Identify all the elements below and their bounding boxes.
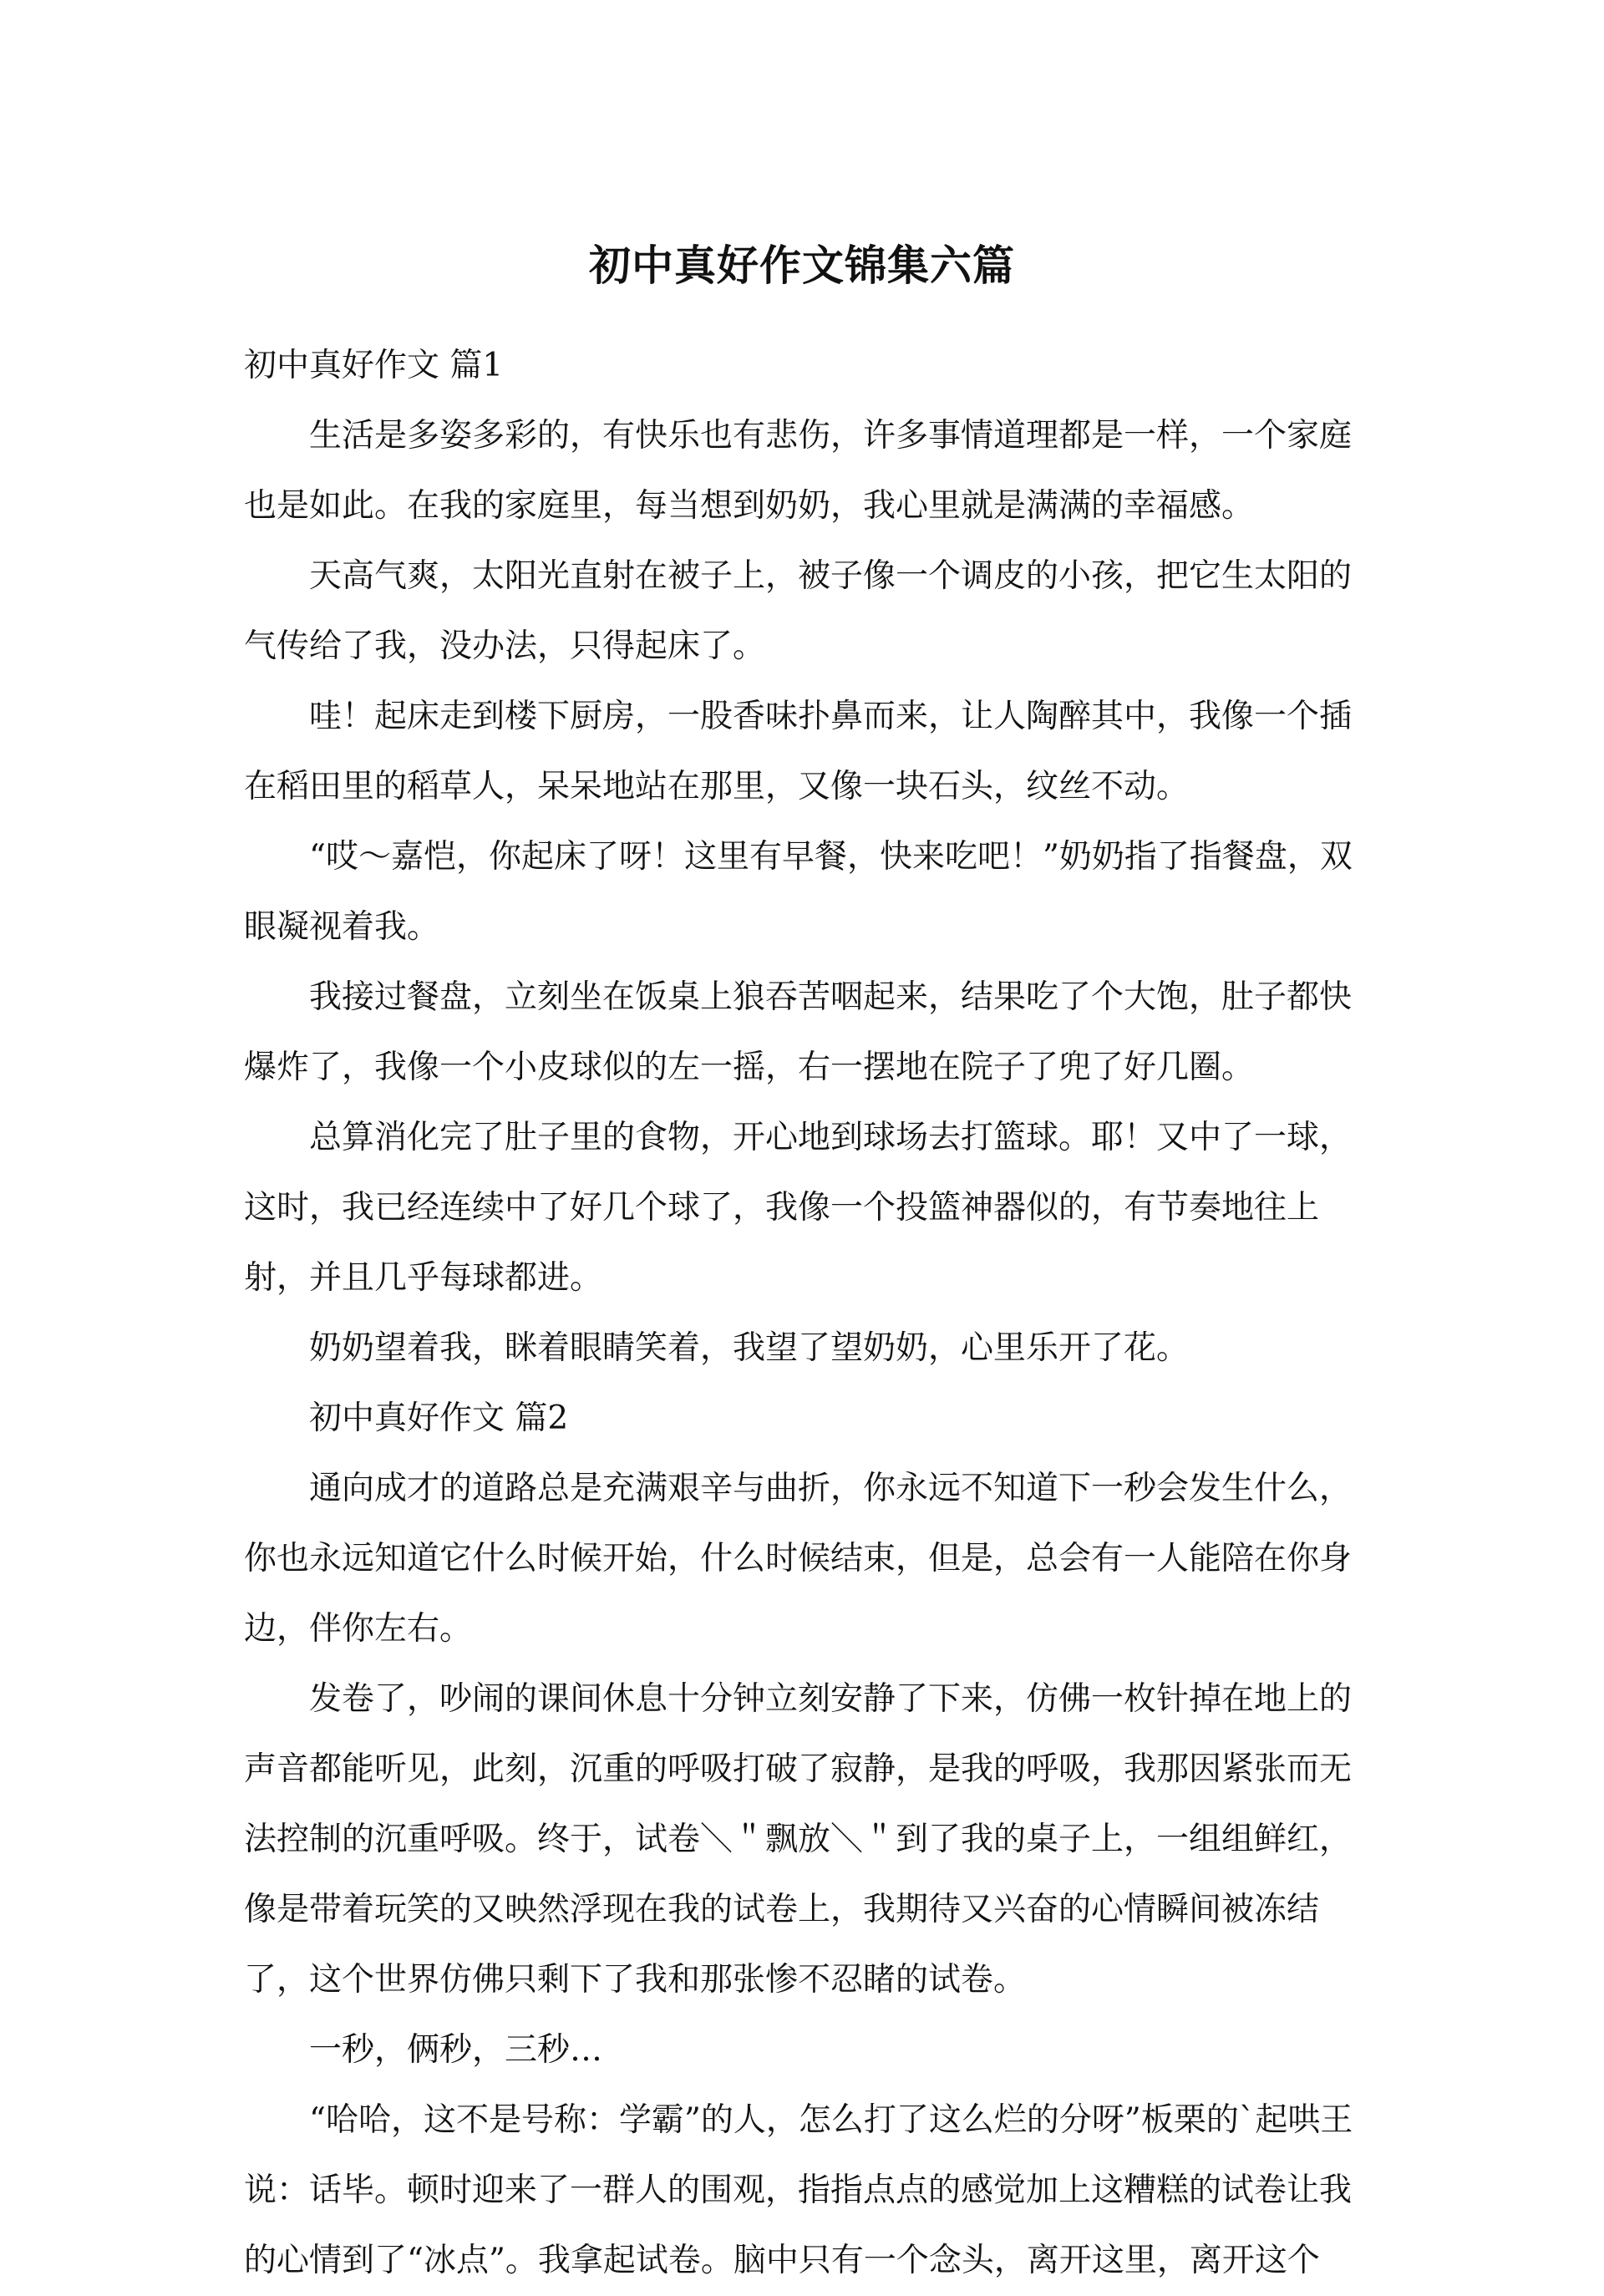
document-body xyxy=(244,331,1373,2296)
paragraph: 一秒，俩秒，三秒… xyxy=(309,2031,603,2069)
paragraph: 通向成才的道路总是充满艰辛与曲折，你永远不知道下一秒会发生什么，你也永远知道它什么时候开始，什么时候结束，但是，总会有一人能陪在你身边，伴你左右。 xyxy=(244,1470,1353,1648)
paragraph: “哈哈，这不是号称：学霸”的人，怎么打了这么烂的分呀”板栗的`起哄王说：话毕。顿时迎来了一群人的围观，指指点点的感觉加上这糟糕的试卷让我的心情到了“冰点”。我拿起试卷。脑中只有一个念头，离开这里，离开这个 xyxy=(244,2101,1353,2279)
paragraph: 我接过餐盘，立刻坐在饭桌上狼吞苦咽起来，结果吃了个大饱，肚子都快爆炸了，我像一个小皮球似的左一摇，右一摆地在院子了兜了好几圈。 xyxy=(244,978,1353,1086)
paragraph: 天高气爽，太阳光直射在被子上，被子像一个调皮的小孩，把它生太阳的气传给了我，没办法，只得起床了。 xyxy=(244,557,1353,665)
document-title: 初中真好作文锦集六篇 xyxy=(589,241,1015,290)
section-heading: 初中真好作文 篇1 xyxy=(244,347,504,384)
paragraph: 总算消化完了肚子里的食物，开心地到球场去打篮球。耶！又中了一球，这时，我已经连续中了好几个球了，我像一个投篮神器似的，有节奏地往上射，并且几乎每球都进。 xyxy=(244,1119,1353,1297)
paragraph: 奶奶望着我，眯着眼睛笑着，我望了望奶奶，心里乐开了花。 xyxy=(309,1329,1190,1367)
paragraph: 发卷了，吵闹的课间休息十分钟立刻安静了下来，仿佛一枚针掉在地上的声音都能听见，此刻，沉重的呼吸打破了寂静，是我的呼吸，我那因紧张而无法控制的沉重呼吸。终于，试卷＼＂飘放＼＂到了我的桌子上，一组组鲜红，像是带着玩笑的又映然浮现在我的试卷上，我期待又兴奋的心情瞬间被冻结了，这个世界仿佛只剩下了我和那张惨不忍睹的试卷。 xyxy=(244,1680,1353,1999)
paragraph: 生活是多姿多彩的，有快乐也有悲伤，许多事情道理都是一样，一个家庭也是如此。在我的家庭里，每当想到奶奶，我心里就是满满的幸福感。 xyxy=(244,417,1353,525)
paragraph: 初中真好作文 篇2 xyxy=(309,1399,569,1437)
paragraph: “哎～嘉恺，你起床了呀！这里有早餐，快来吃吧！”奶奶指了指餐盘，双眼凝视着我。 xyxy=(244,838,1353,946)
paragraph: 哇！起床走到楼下厨房，一股香味扑鼻而来，让人陶醉其中，我像一个插在稻田里的稻草人，呆呆地站在那里，又像一块石头，纹丝不动。 xyxy=(244,698,1353,805)
